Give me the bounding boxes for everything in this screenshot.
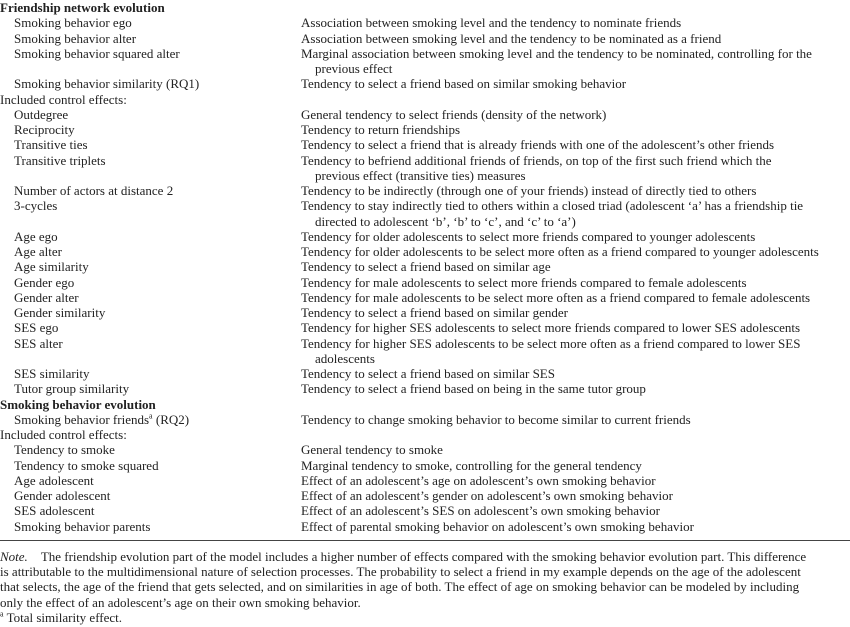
effect-name — [0, 320, 301, 335]
effect-description: Tendency to select a friend based on similar age — [301, 259, 551, 275]
footnote-marker: a — [149, 411, 153, 421]
table-row — [0, 412, 850, 427]
effect-label: Number of actors at distance 2 — [14, 183, 174, 198]
table-row — [0, 290, 850, 305]
table-row — [0, 275, 850, 290]
effect-description: Tendency to select a friend based on similar gender — [301, 305, 568, 320]
note-text: The friendship evolution part of the model includes a higher number of effects compared with the smoking behavior evolution part. This difference — [40, 549, 807, 564]
effect-label: Gender ego — [14, 274, 75, 290]
table-row — [0, 473, 850, 488]
table-row — [0, 153, 850, 168]
effect-description — [287, 427, 850, 442]
effect-label: Age similarity — [14, 259, 89, 275]
effect-name — [0, 259, 301, 274]
table-row — [0, 305, 850, 320]
effect-label: Transitive triplets — [14, 152, 106, 168]
effect-label: Tendency to smoke squared — [14, 457, 159, 473]
footnote-mark: a — [0, 609, 4, 619]
effect-label: Age ego — [14, 228, 58, 244]
table-row — [0, 259, 850, 274]
effect-label: Included control effects: — [0, 91, 127, 107]
effect-name — [0, 503, 301, 518]
effect-description: Tendency for male adolescents to select more friends compared to female adolescents — [301, 274, 747, 290]
effect-label: Smoking behavior friends — [14, 411, 150, 427]
table-row — [0, 503, 850, 518]
effect-name — [0, 15, 301, 30]
effect-name — [0, 0, 287, 15]
effect-label: Gender alter — [14, 289, 79, 305]
effect-description: Effect of parental smoking behavior on adolescent’s own smoking behavior — [301, 518, 694, 534]
subheading-row — [0, 92, 850, 107]
table-row — [0, 229, 850, 244]
effect-name — [0, 442, 301, 457]
effect-name — [0, 46, 301, 61]
effect-label: Smoking behavior ego — [14, 15, 132, 31]
effect-label: Smoking behavior alter — [14, 30, 137, 46]
note-line: only the effect of an adolescent’s age on their own smoking behavior. — [0, 594, 361, 610]
effect-label: Tutor group similarity — [14, 381, 130, 397]
effect-description: previous effect — [315, 61, 393, 76]
effect-label: Transitive ties — [14, 137, 88, 153]
table-row — [0, 366, 850, 381]
effect-description: General tendency to smoke — [301, 442, 443, 458]
effect-name — [0, 458, 301, 473]
subheading-row — [0, 427, 850, 442]
effect-label: Smoking behavior squared alter — [14, 45, 180, 61]
note-line — [0, 549, 850, 564]
effect-label: 3-cycles — [14, 198, 58, 214]
table-row — [0, 519, 850, 534]
effect-label: Smoking behavior similarity (RQ1) — [14, 76, 200, 92]
effect-description: Tendency for older adolescents to select more friends compared to younger adolescents — [301, 228, 756, 244]
table-row — [0, 320, 850, 335]
effect-description: Tendency to return friendships — [301, 122, 461, 137]
effect-name — [0, 107, 301, 122]
table-row — [0, 458, 850, 473]
effect-label: Gender adolescent — [14, 488, 111, 503]
effect-name — [0, 92, 287, 107]
effect-name — [0, 351, 301, 366]
effect-description: Association between smoking level and the tendency to nominate friends — [301, 15, 682, 31]
effect-label: Age adolescent — [14, 472, 94, 488]
table-row — [0, 244, 850, 259]
effect-name — [0, 137, 301, 152]
table-row — [0, 31, 850, 46]
table-row — [0, 122, 850, 137]
table-row — [0, 76, 850, 91]
effect-label: Smoking behavior evolution — [0, 396, 156, 412]
effect-label-tail: (RQ2) — [152, 411, 190, 427]
table-row — [0, 336, 850, 351]
effect-name — [0, 488, 301, 503]
effect-label: SES ego — [14, 320, 59, 336]
effect-description: previous effect (transitive ties) measures — [315, 167, 526, 183]
effect-description: General tendency to select friends (density of the network) — [301, 106, 607, 122]
table-row — [0, 46, 850, 61]
effect-name — [0, 412, 301, 427]
footnote — [0, 610, 850, 625]
effect-label: SES adolescent — [14, 503, 95, 519]
effect-name — [0, 427, 287, 442]
effect-name — [0, 122, 301, 137]
table-row — [0, 351, 850, 366]
effect-description — [287, 397, 850, 412]
effect-description — [287, 92, 850, 107]
effect-name — [0, 229, 301, 244]
effect-label: Friendship network evolution — [0, 0, 165, 15]
effect-description: Tendency for higher SES adolescents to select more friends compared to lower SES adolescents — [301, 320, 801, 336]
table-row — [0, 61, 850, 76]
effect-name — [0, 519, 301, 534]
table-row — [0, 137, 850, 152]
effect-description: Tendency to select a friend based on similar SES — [301, 366, 555, 381]
effect-description: Tendency for higher SES adolescents to be select more often as a friend compared to lower SES — [301, 335, 801, 351]
effect-label: Smoking behavior parents — [14, 518, 151, 534]
effect-name — [0, 153, 301, 168]
effect-description: Tendency to select a friend based on being in the same tutor group — [301, 381, 646, 397]
effect-name — [0, 168, 301, 183]
effect-description: Effect of an adolescent’s age on adolescent’s own smoking behavior — [301, 472, 656, 488]
effect-description: adolescents — [315, 350, 375, 366]
effect-description — [287, 0, 850, 15]
effect-name — [0, 183, 301, 198]
table-row — [0, 183, 850, 198]
effect-description: Tendency to stay indirectly tied to others within a closed triad (adolescent ‘a’ has a friendship tie — [301, 198, 804, 214]
effect-name — [0, 214, 301, 229]
effect-name — [0, 473, 301, 488]
effect-name — [0, 336, 301, 351]
table-note — [0, 549, 850, 625]
effect-description: Tendency to be indirectly (through one of your friends) instead of directly tied to others — [301, 183, 757, 198]
effect-description: Tendency to change smoking behavior to become similar to current friends — [301, 411, 691, 427]
table-row — [0, 442, 850, 457]
table-row — [0, 198, 850, 213]
table-row — [0, 107, 850, 122]
section-heading-row — [0, 397, 850, 412]
effect-description: Marginal tendency to smoke, controlling for the general tendency — [301, 457, 642, 473]
effect-name — [0, 305, 301, 320]
effect-name — [0, 61, 301, 76]
effect-description: Tendency to befriend additional friends of friends, on top of the first such friend which the — [301, 152, 772, 168]
effect-description: directed to adolescent ‘b’, ‘b’ to ‘c’, and ‘c’ to ‘a’) — [315, 213, 576, 229]
effect-name — [0, 397, 287, 412]
effect-name — [0, 76, 301, 91]
effect-description: Marginal association between smoking level and the tendency to be nominated, controlling for the — [301, 45, 812, 61]
note-line: that selects, the age of the friend that gets selected, and on similarities in age of both. The effect of age on smoking behavior can be modeled by including — [0, 579, 800, 595]
section-heading-row — [0, 0, 850, 15]
effect-label: SES similarity — [14, 366, 90, 381]
table-row — [0, 15, 850, 30]
effect-label: Outdegree — [14, 106, 69, 122]
effect-label: Age alter — [14, 244, 63, 259]
effect-description: Effect of an adolescent’s SES on adolescent’s own smoking behavior — [301, 503, 660, 519]
effect-description: Association between smoking level and the tendency to be nominated as a friend — [301, 30, 722, 46]
effect-name — [0, 366, 301, 381]
effect-description: Effect of an adolescent’s gender on adolescent’s own smoking behavior — [301, 488, 673, 503]
effect-description: Tendency for male adolescents to be select more often as a friend compared to female adolescents — [301, 289, 811, 305]
effect-label: Tendency to smoke — [14, 442, 115, 458]
table-bottom-rule — [0, 540, 850, 541]
effect-label: Included control effects: — [0, 427, 127, 442]
effect-label: Reciprocity — [14, 122, 75, 137]
effect-name — [0, 381, 301, 396]
effect-description: Tendency to select a friend based on similar smoking behavior — [301, 76, 627, 92]
effect-name — [0, 31, 301, 46]
effect-name — [0, 275, 301, 290]
effect-name — [0, 244, 301, 259]
effect-name — [0, 198, 301, 213]
footnote-text: Total similarity effect. — [6, 609, 123, 625]
table-row — [0, 381, 850, 396]
effect-description: Tendency to select a friend that is already friends with one of the adolescent’s other friends — [301, 137, 775, 153]
table-row — [0, 488, 850, 503]
effect-label: Gender similarity — [14, 305, 106, 320]
note-label: Note. — [0, 549, 28, 564]
table-row — [0, 214, 850, 229]
table-row — [0, 168, 850, 183]
effect-label: SES alter — [14, 335, 63, 351]
effect-description: Tendency for older adolescents to be select more often as a friend compared to younger adolescents — [301, 244, 819, 259]
effect-name — [0, 290, 301, 305]
note-line: is attributable to the multidimensional nature of selection processes. The probability to select a friend in my example depends on the age of the adolescent — [0, 564, 801, 580]
